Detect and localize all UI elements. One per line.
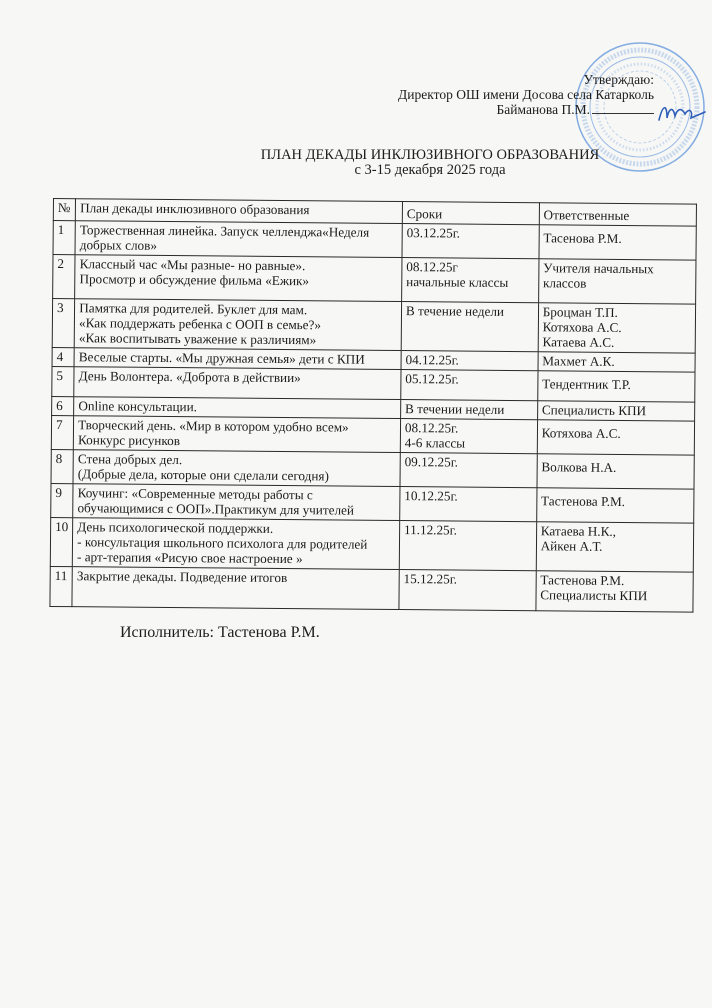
row-number: 5 bbox=[52, 366, 74, 396]
plan-responsible-line: классов bbox=[542, 275, 587, 291]
plan-date bbox=[399, 521, 536, 571]
plan-activity-line: Классный час «Мы разные- но равные». bbox=[79, 256, 306, 274]
row-number: 4 bbox=[52, 347, 74, 366]
plan-responsible bbox=[536, 522, 694, 572]
plan-activity-line: Конкурс рисунков bbox=[78, 432, 181, 449]
plan-responsible-line: Котяхова А.С. bbox=[542, 319, 622, 335]
plan-activity-line: Коучинг: «Современные методы работы с bbox=[77, 485, 313, 503]
director-signature bbox=[655, 100, 710, 130]
plan-responsible bbox=[539, 225, 697, 260]
plan-responsible-line: Тастенова Р.М. bbox=[541, 493, 626, 510]
plan-activity-line: - консультация школьного психолога для родителей bbox=[77, 534, 368, 552]
plan-activity-line: «Как поддержать ребенка с ООП в семье?» bbox=[79, 315, 322, 333]
plan-table bbox=[49, 198, 697, 613]
plan-date bbox=[401, 302, 538, 352]
plan-date bbox=[401, 351, 538, 371]
plan-date-line: 09.12.25г. bbox=[404, 454, 459, 470]
plan-responsible-line: Котяхова А.С. bbox=[541, 425, 621, 441]
plan-responsible-line: Махмет А.К. bbox=[542, 353, 615, 369]
plan-responsible bbox=[537, 454, 695, 489]
document-title bbox=[230, 148, 630, 178]
plan-date bbox=[402, 224, 539, 259]
table-row bbox=[52, 299, 695, 354]
plan-responsible bbox=[537, 371, 695, 402]
plan-activity-line: Памятка для родителей. Буклет для мам. bbox=[79, 300, 308, 318]
plan-date-line: 15.12.25г. bbox=[403, 571, 458, 587]
plan-date bbox=[400, 487, 537, 522]
row-number: 2 bbox=[53, 255, 76, 299]
plan-responsible bbox=[536, 488, 694, 523]
row-number: 1 bbox=[53, 221, 75, 255]
plan-activity bbox=[72, 567, 399, 610]
plan-date bbox=[399, 570, 536, 611]
table-row bbox=[50, 566, 693, 612]
row-number: 8 bbox=[51, 449, 73, 483]
plan-date-line: 10.12.25г. bbox=[404, 488, 458, 504]
director-name: Байманова П.М. bbox=[496, 102, 590, 117]
plan-responsible-line: Тастенова Р.М. bbox=[540, 572, 625, 588]
plan-date bbox=[400, 453, 537, 488]
plan-activity bbox=[75, 221, 402, 258]
plan-activity-line: добрых слов» bbox=[79, 237, 158, 253]
plan-activity bbox=[75, 255, 402, 302]
signature-line bbox=[592, 103, 654, 114]
plan-responsible-line: Айкен А.Т. bbox=[540, 538, 603, 554]
plan-responsible-line: Тасенова Р.М. bbox=[543, 230, 622, 246]
plan-activity-line: Творческий день. «Мир в котором удобно всем» bbox=[78, 417, 349, 435]
plan-responsible-line: Специалисты КПИ bbox=[540, 587, 648, 604]
plan-responsible-line: Тендентник Т.Р. bbox=[542, 376, 631, 393]
plan-activity-line: обучающимися с ООП».Практикум для учителей bbox=[77, 500, 355, 518]
row-number: 11 bbox=[50, 566, 73, 606]
plan-activity-line: - арт-терапия «Рисую свое настроение » bbox=[76, 549, 303, 567]
plan-activity-line: Стена добрых дел. bbox=[77, 451, 183, 468]
plan-activity-line: Просмотр и обсуждение фильма «Ежик» bbox=[79, 271, 310, 289]
table-row bbox=[50, 517, 693, 572]
table-row bbox=[51, 483, 694, 523]
plan-date bbox=[401, 370, 538, 401]
title-main: ПЛАН ДЕКАДЫ ИНКЛЮЗИВНОГО ОБРАЗОВАНИЯ bbox=[260, 147, 600, 163]
plan-activity bbox=[73, 450, 400, 487]
plan-activity-line: День психологической поддержки. bbox=[77, 519, 274, 536]
plan-date-line: 4-6 классы bbox=[404, 435, 466, 451]
plan-responsible bbox=[537, 420, 695, 455]
plan-date-line: 11.12.25г. bbox=[403, 522, 457, 538]
plan-date-line: 05.12.25г. bbox=[405, 371, 459, 387]
plan-responsible-line: Катаева Н.К., bbox=[540, 523, 617, 539]
plan-activity-line: «Как воспитывать уважение к различиям» bbox=[78, 330, 317, 348]
plan-date-line: начальные классы bbox=[406, 274, 509, 290]
row-number: 9 bbox=[51, 483, 73, 517]
plan-activity-line: День Волонтера. «Доброта в действии» bbox=[78, 368, 301, 386]
row-number: 6 bbox=[52, 396, 74, 415]
plan-activity bbox=[73, 484, 400, 521]
approve-label: Утверждаю: bbox=[583, 72, 654, 87]
plan-date-line: В течении недели bbox=[405, 401, 505, 417]
plan-date bbox=[402, 258, 539, 303]
plan-activity bbox=[74, 367, 401, 400]
plan-responsible bbox=[538, 303, 696, 353]
header-number: № bbox=[53, 199, 75, 221]
plan-activity-line: Закрытие декады. Подведение итогов bbox=[76, 568, 288, 586]
plan-responsible bbox=[538, 352, 695, 372]
plan-responsible-line: Специалисть КПИ bbox=[541, 402, 647, 419]
plan-activity bbox=[72, 518, 399, 570]
table-row bbox=[51, 415, 694, 455]
table-row bbox=[53, 221, 696, 261]
row-number: 3 bbox=[52, 299, 75, 348]
plan-responsible-line: Волкова Н.А. bbox=[541, 459, 617, 475]
plan-activity-line: Online консультации. bbox=[78, 398, 198, 415]
plan-activity-line: Веселые старты. «Мы дружная семья» дети с КПИ bbox=[78, 349, 365, 367]
header-responsible: Ответственные bbox=[539, 203, 696, 226]
director-position: Директор ОШ имени Досова села Катарколь bbox=[398, 87, 654, 102]
table-row bbox=[53, 255, 696, 305]
executor: Исполнитель: Тастенова Р.М. bbox=[120, 624, 320, 641]
plan-responsible bbox=[537, 401, 694, 421]
plan-date-line: 08.12.25г. bbox=[404, 420, 459, 436]
plan-activity bbox=[73, 416, 400, 453]
plan-activity-line: (Добрые дела, которые они сделали сегодня) bbox=[77, 466, 329, 484]
plan-responsible bbox=[536, 571, 694, 612]
plan-activity-line: Торжественная линейка. Запуск челленджа«Неделя bbox=[79, 222, 370, 240]
plan-responsible-line: Учителя начальных bbox=[543, 260, 654, 277]
header-dates: Сроки bbox=[402, 202, 539, 225]
header-plan: План декады инклюзивного образования bbox=[75, 199, 402, 224]
row-number: 10 bbox=[50, 517, 73, 566]
plan-date-line: 04.12.25г. bbox=[405, 352, 459, 368]
title-sub: с 3-15 декабря 2025 года bbox=[354, 162, 506, 178]
plan-responsible-line: Броцман Т.П. bbox=[542, 304, 618, 320]
plan-date-line: В течение недели bbox=[405, 303, 505, 319]
table-row bbox=[51, 449, 694, 489]
plan-date-line: 03.12.25г. bbox=[406, 225, 461, 241]
plan-date-line: 08.12.25г bbox=[406, 259, 458, 275]
plan-date bbox=[400, 419, 537, 454]
plan-date bbox=[400, 400, 537, 420]
approval-block bbox=[398, 72, 654, 117]
plan-responsible bbox=[538, 259, 696, 304]
row-number: 7 bbox=[51, 415, 73, 449]
plan-activity bbox=[74, 299, 401, 351]
plan-responsible-line: Катаева А.С. bbox=[542, 334, 615, 350]
